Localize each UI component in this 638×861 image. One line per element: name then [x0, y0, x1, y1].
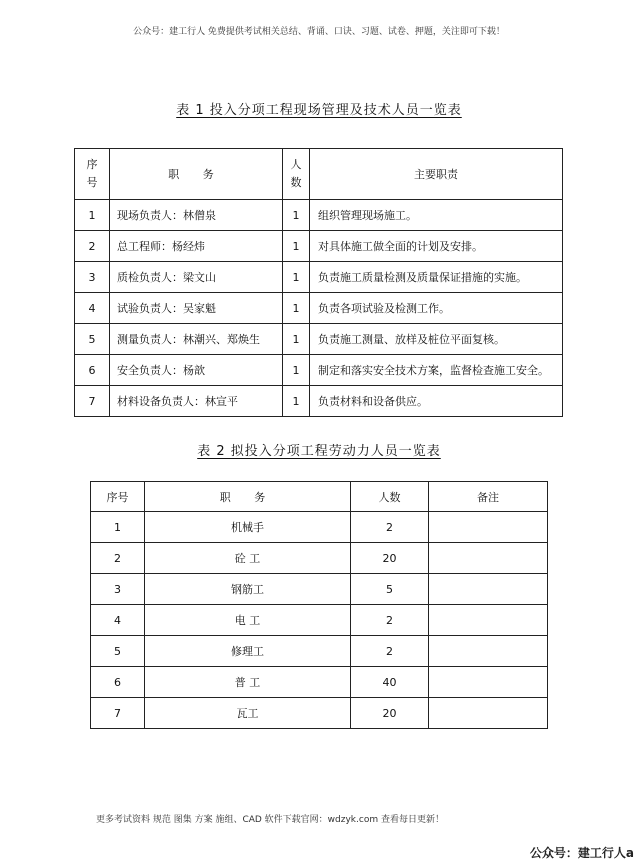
- table1-header-row: [75, 149, 563, 200]
- table1-cell-no: 1: [75, 200, 110, 231]
- table1-cell-duty: 负责各项试验及检测工作。: [310, 293, 563, 324]
- table-row: [75, 200, 563, 231]
- table1-header-no: 序号: [75, 149, 110, 200]
- table2-cell-count: 2: [351, 636, 429, 667]
- table-row: [91, 698, 548, 729]
- table1-cell-no: 6: [75, 355, 110, 386]
- table1-cell-duty: 负责施工测量、放样及桩位平面复核。: [310, 324, 563, 355]
- table1-cell-duty: 制定和落实安全技术方案，监督检查施工安全。: [310, 355, 563, 386]
- header-note: 公众号：建工行人 免费提供考试相关总结、背诵、口诀、习题、试卷、押题，关注即可下载！: [133, 27, 505, 37]
- table2-cell-note: [429, 512, 548, 543]
- table1-cell-duty: 负责材料和设备供应。: [310, 386, 563, 417]
- table-row: [75, 386, 563, 417]
- table1-cell-role: 试验负责人：吴家魁: [110, 293, 283, 324]
- table2-cell-role: 瓦工: [145, 698, 351, 729]
- table1-cell-role: 安全负责人：杨歆: [110, 355, 283, 386]
- table2-cell-no: 3: [91, 574, 145, 605]
- table-row: [75, 324, 563, 355]
- watermark: 公众号：建工行人a: [529, 846, 634, 860]
- table2-title: [0, 440, 638, 459]
- table1-cell-no: 7: [75, 386, 110, 417]
- labor-staff-table: [90, 481, 548, 729]
- table1-cell-duty: 组织管理现场施工。: [310, 200, 563, 231]
- table1-cell-role: 质检负责人：梁文山: [110, 262, 283, 293]
- table2-header-note: 备注: [429, 482, 548, 512]
- table1-cell-count: 1: [283, 200, 310, 231]
- table1-cell-count: 1: [283, 386, 310, 417]
- table1-cell-duty: 负责施工质量检测及质量保证措施的实施。: [310, 262, 563, 293]
- table1-cell-role: 现场负责人：林僧泉: [110, 200, 283, 231]
- table1-header-duty: 主要职责: [310, 149, 563, 200]
- table2-header-count: 人数: [351, 482, 429, 512]
- table1-cell-duty: 对具体施工做全面的计划及安排。: [310, 231, 563, 262]
- table1-cell-role: 总工程师：杨经炜: [110, 231, 283, 262]
- table1-title: [0, 99, 638, 118]
- table2-cell-no: 5: [91, 636, 145, 667]
- table1-cell-count: 1: [283, 231, 310, 262]
- footer-note: 更多考试资料 规范 图集 方案 施组、CAD 软件下载官网：wdzyk.com 查看每日更新！: [96, 815, 444, 825]
- table-row: [91, 574, 548, 605]
- table-row: [91, 667, 548, 698]
- table2-title-text: 表 2 拟投入分项工程劳动力人员一览表: [197, 444, 441, 459]
- table1-cell-no: 3: [75, 262, 110, 293]
- table2-cell-count: 2: [351, 512, 429, 543]
- table2-cell-no: 7: [91, 698, 145, 729]
- table1-header-count: 人数: [283, 149, 310, 200]
- table2-cell-note: [429, 605, 548, 636]
- table2-cell-count: 2: [351, 605, 429, 636]
- table2-header-role: 职 务: [145, 482, 351, 512]
- management-staff-table: [74, 148, 563, 417]
- table2-cell-no: 1: [91, 512, 145, 543]
- table2-cell-count: 5: [351, 574, 429, 605]
- table1-cell-no: 5: [75, 324, 110, 355]
- table2-cell-note: [429, 543, 548, 574]
- table1-cell-role: 测量负责人：林潮兴、郑焕生: [110, 324, 283, 355]
- table2-cell-note: [429, 636, 548, 667]
- table1-cell-role: 材料设备负责人：林宣平: [110, 386, 283, 417]
- table2-cell-no: 2: [91, 543, 145, 574]
- table2-cell-role: 修理工: [145, 636, 351, 667]
- table2-cell-note: [429, 574, 548, 605]
- table-row: [91, 605, 548, 636]
- table2-cell-role: 砼 工: [145, 543, 351, 574]
- table2-cell-no: 6: [91, 667, 145, 698]
- table1-cell-count: 1: [283, 262, 310, 293]
- table1-title-text: 表 1 投入分项工程现场管理及技术人员一览表: [176, 103, 462, 118]
- table2-cell-role: 钢筋工: [145, 574, 351, 605]
- table2-cell-no: 4: [91, 605, 145, 636]
- table1-header-role: 职 务: [110, 149, 283, 200]
- table2-cell-role: 普 工: [145, 667, 351, 698]
- table2-cell-role: 电 工: [145, 605, 351, 636]
- table-row: [91, 543, 548, 574]
- table1-cell-count: 1: [283, 324, 310, 355]
- table1-cell-count: 1: [283, 355, 310, 386]
- table1-cell-no: 4: [75, 293, 110, 324]
- table-row: [91, 636, 548, 667]
- table-row: [75, 231, 563, 262]
- table2-cell-role: 机械手: [145, 512, 351, 543]
- table2-cell-note: [429, 698, 548, 729]
- table2-cell-note: [429, 667, 548, 698]
- table2-header-row: [91, 482, 548, 512]
- table2-header-no: 序号: [91, 482, 145, 512]
- table-row: [75, 262, 563, 293]
- table1-cell-no: 2: [75, 231, 110, 262]
- table2-cell-count: 40: [351, 667, 429, 698]
- table1-cell-count: 1: [283, 293, 310, 324]
- table-row: [75, 293, 563, 324]
- table2-cell-count: 20: [351, 698, 429, 729]
- table-row: [75, 355, 563, 386]
- table2-cell-count: 20: [351, 543, 429, 574]
- table-row: [91, 512, 548, 543]
